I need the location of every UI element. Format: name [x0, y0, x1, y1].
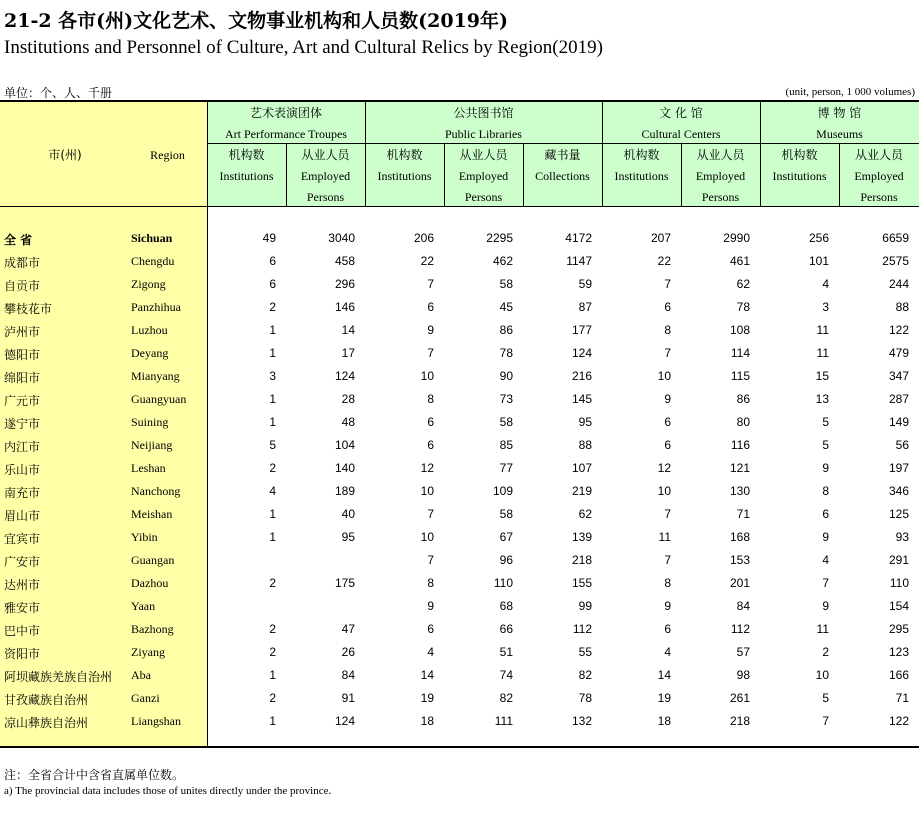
table-cell: 19 — [420, 691, 434, 705]
table-cell: 6659 — [882, 231, 909, 245]
table-cell: 4 — [822, 553, 829, 567]
table-cell: 3 — [269, 369, 276, 383]
table-cell: 1 — [269, 392, 276, 406]
region-name-cn: 巴中市 — [4, 624, 41, 638]
table-cell: 5 — [822, 691, 829, 705]
table-cell: 110 — [889, 576, 909, 590]
table-cell: 4 — [269, 484, 276, 498]
table-cell: 56 — [895, 438, 909, 452]
table-cell: 66 — [499, 622, 513, 636]
table-cell: 287 — [888, 392, 909, 406]
region-name-cn: 南充市 — [4, 486, 41, 500]
table-cell: 261 — [729, 691, 750, 705]
table-cell: 7 — [427, 277, 434, 291]
table-cell: 347 — [888, 369, 909, 383]
table-cell: 8 — [664, 323, 671, 337]
table-cell: 140 — [334, 461, 355, 475]
table-cell: 68 — [499, 599, 513, 613]
table-cell: 10 — [420, 530, 434, 544]
region-name-cn: 宜宾市 — [4, 532, 41, 546]
table-cell: 85 — [499, 438, 513, 452]
table-cell: 28 — [341, 392, 355, 406]
region-name-en: Panzhihua — [131, 300, 181, 314]
table-cell: 116 — [730, 438, 750, 452]
column-header: 从业人员 Employed Persons — [300, 148, 351, 204]
table-cell: 216 — [571, 369, 592, 383]
table-cell: 12 — [420, 461, 434, 475]
region-name-cn: 泸州市 — [4, 325, 41, 339]
table-row — [0, 526, 919, 549]
table-cell: 124 — [571, 346, 592, 360]
table-cell: 71 — [736, 507, 750, 521]
table-cell: 1147 — [566, 254, 592, 268]
table-cell: 4 — [427, 645, 434, 659]
table-cell: 1 — [269, 507, 276, 521]
table-cell: 166 — [888, 668, 909, 682]
table-cell: 55 — [578, 645, 592, 659]
table-cell: 9 — [664, 392, 671, 406]
table-cell: 7 — [822, 576, 829, 590]
region-name-en: Suining — [131, 415, 169, 429]
region-name-en: Ganzi — [131, 691, 160, 705]
table-cell: 115 — [730, 369, 750, 383]
table-cell: 58 — [499, 507, 513, 521]
table-cell: 19 — [657, 691, 671, 705]
page-title-cn: 21-2 各市(州)文化艺术、文物事业机构和人员数(2019年) — [4, 10, 509, 32]
table-cell: 74 — [499, 668, 513, 682]
column-header: 藏书量 Collections — [535, 148, 590, 183]
region-name-cn: 雅安市 — [4, 601, 41, 615]
table-cell: 6 — [664, 300, 671, 314]
table-cell: 10 — [420, 369, 434, 383]
table-cell: 14 — [341, 323, 355, 337]
table-cell: 201 — [729, 576, 750, 590]
region-name-en: Dazhou — [131, 576, 169, 590]
table-cell: 346 — [888, 484, 909, 498]
table-cell: 1 — [269, 668, 276, 682]
table-cell: 26 — [341, 645, 355, 659]
table-cell: 112 — [730, 622, 750, 636]
group-header-cultural-centers: 文 化 馆 Cultural Centers — [641, 106, 721, 141]
table-cell: 18 — [657, 714, 671, 728]
table-cell: 78 — [578, 691, 592, 705]
group-header-libraries: 公共图书馆 Public Libraries — [445, 106, 522, 141]
table-cell: 6 — [664, 438, 671, 452]
table-cell: 107 — [571, 461, 592, 475]
table-row — [0, 710, 919, 733]
table-cell: 145 — [571, 392, 592, 406]
table-cell: 2990 — [723, 231, 750, 245]
table-cell: 10 — [420, 484, 434, 498]
table-cell: 5 — [822, 438, 829, 452]
table-cell: 78 — [736, 300, 750, 314]
table-cell: 461 — [729, 254, 750, 268]
table-cell: 458 — [334, 254, 355, 268]
table-cell: 10 — [815, 668, 829, 682]
table-cell: 22 — [420, 254, 434, 268]
table-cell: 86 — [736, 392, 750, 406]
table-cell: 295 — [888, 622, 909, 636]
unit-label-cn: 单位：个、人、千册 — [4, 86, 113, 100]
column-header: 从业人员 Employed Persons — [854, 148, 904, 204]
table-row — [0, 250, 919, 273]
footnote-cn: 注：全省合计中含省直属单位数。 — [4, 768, 185, 782]
table-cell: 49 — [262, 231, 276, 245]
table-cell: 58 — [499, 415, 513, 429]
table-cell: 88 — [578, 438, 592, 452]
table-cell: 1 — [269, 346, 276, 360]
region-name-en: Yaan — [131, 599, 156, 613]
table-cell: 7 — [664, 277, 671, 291]
table-cell: 7 — [664, 553, 671, 567]
table-cell: 90 — [499, 369, 513, 383]
region-name-cn: 甘孜藏族自治州 — [4, 693, 89, 707]
column-header: 机构数 Institutions — [614, 148, 669, 183]
table-cell: 112 — [572, 622, 592, 636]
page-title-en: Institutions and Personnel of Culture, Art and Cultural Relics by Region(2019) — [4, 37, 603, 58]
table-cell: 110 — [493, 576, 513, 590]
header-region-cn: 市(州) — [48, 148, 82, 162]
region-name-cn: 乐山市 — [4, 463, 41, 477]
table-cell: 1 — [269, 530, 276, 544]
table-cell: 296 — [334, 277, 355, 291]
table-cell: 18 — [420, 714, 434, 728]
region-name-en: Chengdu — [131, 254, 175, 268]
table-cell: 11 — [816, 622, 829, 636]
table-cell: 1 — [269, 323, 276, 337]
table-cell: 14 — [657, 668, 671, 682]
table-cell: 218 — [571, 553, 592, 567]
region-name-en: Ziyang — [131, 645, 165, 659]
table-cell: 104 — [334, 438, 355, 452]
table-cell: 11 — [816, 346, 829, 360]
region-name-cn: 成都市 — [4, 256, 41, 270]
table-cell: 125 — [888, 507, 909, 521]
table-cell: 114 — [730, 346, 750, 360]
table-cell: 123 — [888, 645, 909, 659]
table-cell: 8 — [427, 392, 434, 406]
table-cell: 5 — [269, 438, 276, 452]
table-cell: 3 — [822, 300, 829, 314]
table-cell: 82 — [578, 668, 592, 682]
table-cell: 2 — [269, 461, 276, 475]
region-name-cn: 攀枝花市 — [4, 302, 53, 316]
table-cell: 6 — [427, 415, 434, 429]
table-cell: 2 — [269, 691, 276, 705]
table-row — [0, 480, 919, 503]
table-cell: 78 — [499, 346, 513, 360]
table-cell: 7 — [427, 507, 434, 521]
table-cell: 6 — [427, 300, 434, 314]
table-cell: 48 — [341, 415, 355, 429]
table-row — [0, 434, 919, 457]
table-cell: 109 — [492, 484, 513, 498]
table-top-border — [0, 100, 919, 102]
region-name-en: Bazhong — [131, 622, 174, 636]
region-name-cn: 遂宁市 — [4, 417, 41, 431]
column-header: 机构数 Institutions — [377, 148, 432, 183]
table-cell: 51 — [499, 645, 513, 659]
table-cell: 108 — [729, 323, 750, 337]
unit-label-en: (unit, person, 1 000 volumes) — [785, 86, 915, 98]
table-cell: 154 — [888, 599, 909, 613]
region-name-cn: 广安市 — [4, 555, 41, 569]
table-cell: 101 — [808, 254, 829, 268]
region-name-cn: 内江市 — [4, 440, 41, 454]
table-cell: 2 — [269, 576, 276, 590]
table-row — [0, 572, 919, 595]
table-cell: 4 — [664, 645, 671, 659]
table-cell: 11 — [658, 530, 671, 544]
table-cell: 189 — [334, 484, 355, 498]
region-name-en: Guangan — [131, 553, 175, 567]
group-header-museums: 博 物 馆 Museums — [816, 106, 863, 141]
table-cell: 2 — [269, 622, 276, 636]
table-cell: 291 — [888, 553, 909, 567]
region-name-cn: 眉山市 — [4, 509, 41, 523]
table-cell: 8 — [664, 576, 671, 590]
table-row — [0, 457, 919, 480]
region-name-en: Neijiang — [131, 438, 173, 452]
table-cell: 45 — [499, 300, 513, 314]
table-cell: 95 — [578, 415, 592, 429]
table-cell: 2 — [822, 645, 829, 659]
table-cell: 6 — [664, 415, 671, 429]
table-cell: 4 — [822, 277, 829, 291]
table-cell: 207 — [650, 231, 671, 245]
region-name-en: Luzhou — [131, 323, 168, 337]
region-name-cn: 广元市 — [4, 394, 41, 408]
table-row — [0, 342, 919, 365]
table-bottom-border — [0, 746, 919, 748]
table-cell: 14 — [420, 668, 434, 682]
table-cell: 256 — [808, 231, 829, 245]
table-row — [0, 618, 919, 641]
table-cell: 122 — [888, 714, 909, 728]
table-cell: 9 — [822, 461, 829, 475]
table-cell: 197 — [888, 461, 909, 475]
table-cell: 2575 — [882, 254, 909, 268]
table-cell: 175 — [334, 576, 355, 590]
table-cell: 132 — [571, 714, 592, 728]
table-cell: 95 — [341, 530, 355, 544]
region-name-en: Deyang — [131, 346, 169, 360]
region-name-cn: 凉山彝族自治州 — [4, 716, 89, 730]
table-cell: 8 — [822, 484, 829, 498]
region-name-en: Mianyang — [131, 369, 180, 383]
table-cell: 91 — [341, 691, 355, 705]
table-cell: 15 — [815, 369, 829, 383]
table-cell: 73 — [499, 392, 513, 406]
table-cell: 244 — [888, 277, 909, 291]
table-cell: 9 — [822, 599, 829, 613]
table-cell: 84 — [736, 599, 750, 613]
table-cell: 87 — [578, 300, 592, 314]
table-row — [0, 273, 919, 296]
table-cell: 84 — [341, 668, 355, 682]
header-region-en: Region — [150, 148, 185, 162]
table-cell: 155 — [571, 576, 592, 590]
region-name-en: Liangshan — [131, 714, 181, 728]
table-cell: 59 — [578, 277, 592, 291]
table-cell: 8 — [427, 576, 434, 590]
column-header: 机构数 Institutions — [772, 148, 827, 183]
table-cell: 2 — [269, 645, 276, 659]
table-cell: 6 — [427, 438, 434, 452]
table-cell: 206 — [413, 231, 434, 245]
region-name-en: Aba — [131, 668, 151, 682]
table-cell: 124 — [334, 714, 355, 728]
region-name-en: Guangyuan — [131, 392, 187, 406]
table-cell: 7 — [664, 346, 671, 360]
region-name-cn: 自贡市 — [4, 279, 41, 293]
table-cell: 9 — [427, 599, 434, 613]
table-cell: 71 — [895, 691, 909, 705]
region-name-en: Sichuan — [131, 231, 173, 245]
table-cell: 4172 — [565, 231, 592, 245]
table-row — [0, 388, 919, 411]
table-cell: 6 — [822, 507, 829, 521]
region-name-en: Yibin — [131, 530, 158, 544]
table-cell: 2 — [269, 300, 276, 314]
table-row-total — [0, 227, 919, 250]
table-cell: 12 — [657, 461, 671, 475]
column-header: 从业人员 Employed Persons — [458, 148, 509, 204]
table-row — [0, 595, 919, 618]
table-cell: 1 — [269, 415, 276, 429]
table-cell: 9 — [427, 323, 434, 337]
table-row — [0, 411, 919, 434]
table-cell: 86 — [499, 323, 513, 337]
region-name-cn: 达州市 — [4, 578, 41, 592]
table-cell: 47 — [341, 622, 355, 636]
table-cell: 99 — [578, 599, 592, 613]
table-cell: 88 — [895, 300, 909, 314]
table-cell: 130 — [729, 484, 750, 498]
region-name-cn: 全 省 — [4, 233, 33, 247]
table-cell: 218 — [729, 714, 750, 728]
table-row — [0, 296, 919, 319]
table-cell: 6 — [269, 277, 276, 291]
table-cell: 149 — [888, 415, 909, 429]
table-cell: 122 — [888, 323, 909, 337]
table-row — [0, 319, 919, 342]
table-cell: 62 — [578, 507, 592, 521]
table-cell: 124 — [334, 369, 355, 383]
table-cell: 7 — [822, 714, 829, 728]
table-cell: 139 — [571, 530, 592, 544]
table-cell: 9 — [664, 599, 671, 613]
table-cell: 77 — [499, 461, 513, 475]
table-cell: 80 — [736, 415, 750, 429]
table-cell: 6 — [664, 622, 671, 636]
table-cell: 40 — [341, 507, 355, 521]
table-cell: 10 — [657, 484, 671, 498]
table-cell: 58 — [499, 277, 513, 291]
table-cell: 2295 — [486, 231, 513, 245]
region-name-en: Meishan — [131, 507, 173, 521]
table-cell: 146 — [334, 300, 355, 314]
table-row — [0, 365, 919, 388]
table-cell: 6 — [427, 622, 434, 636]
table-cell: 10 — [657, 369, 671, 383]
table-cell: 57 — [736, 645, 750, 659]
region-name-cn: 德阳市 — [4, 348, 41, 362]
table-cell: 98 — [736, 668, 750, 682]
region-name-cn: 资阳市 — [4, 647, 41, 661]
table-cell: 177 — [571, 323, 592, 337]
table-cell: 6 — [269, 254, 276, 268]
region-name-cn: 阿坝藏族羌族自治州 — [4, 670, 113, 684]
table-cell: 3040 — [328, 231, 355, 245]
table-cell: 67 — [499, 530, 513, 544]
table-cell: 5 — [822, 415, 829, 429]
table-cell: 7 — [427, 553, 434, 567]
table-cell: 462 — [492, 254, 513, 268]
table-row — [0, 641, 919, 664]
group-header-art-troupes: 艺术表演团体 Art Performance Troupes — [225, 106, 347, 141]
table-cell: 96 — [499, 553, 513, 567]
table-cell: 121 — [729, 461, 750, 475]
region-name-en: Zigong — [131, 277, 166, 291]
table-cell: 7 — [427, 346, 434, 360]
region-name-cn: 绵阳市 — [4, 371, 41, 385]
table-cell: 82 — [499, 691, 513, 705]
table-cell: 153 — [729, 553, 750, 567]
region-name-en: Leshan — [131, 461, 166, 475]
table-cell: 168 — [729, 530, 750, 544]
table-cell: 479 — [888, 346, 909, 360]
table-cell: 93 — [895, 530, 909, 544]
table-row — [0, 549, 919, 572]
table-cell: 17 — [341, 346, 355, 360]
table-cell: 7 — [664, 507, 671, 521]
column-header: 机构数 Institutions — [219, 148, 274, 183]
table-cell: 11 — [816, 323, 829, 337]
footnote-en: a) The provincial data includes those of unites directly under the province. — [4, 785, 332, 797]
table-row — [0, 664, 919, 687]
table-cell: 13 — [815, 392, 829, 406]
table-cell: 219 — [571, 484, 592, 498]
table-cell: 22 — [657, 254, 671, 268]
table-cell: 62 — [736, 277, 750, 291]
table-cell: 111 — [494, 714, 513, 728]
column-header: 从业人员 Employed Persons — [695, 148, 746, 204]
table-row — [0, 687, 919, 710]
region-name-en: Nanchong — [131, 484, 181, 498]
table-row — [0, 503, 919, 526]
table-cell: 9 — [822, 530, 829, 544]
table-cell: 1 — [269, 714, 276, 728]
